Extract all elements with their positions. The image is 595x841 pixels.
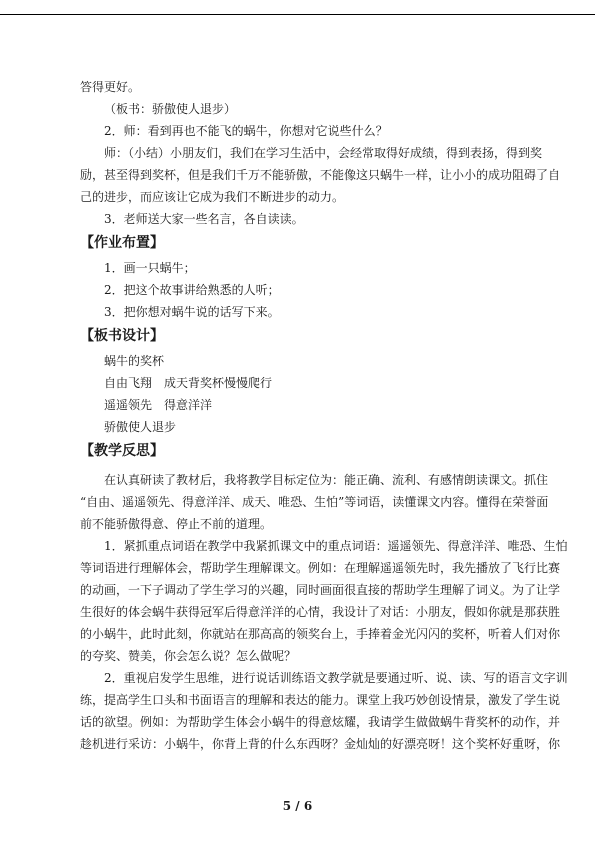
header-rule	[0, 14, 595, 15]
blackboard-note: （板书：骄傲使人退步）	[104, 102, 237, 116]
paragraph-line: 己的进步，而应该让它成为我们不断进步的动力。	[80, 190, 345, 204]
paragraph-line: 2．师：看到再也不能飞的蜗牛，你想对它说些什么？	[104, 124, 388, 138]
reflection-line: 的动画，一下子调动了学生学习的兴趣，同时画面很直接的帮助学生理解了词义。为了让学	[80, 583, 561, 597]
paragraph-line: 3．老师送大家一些名言，各自读读。	[104, 212, 304, 226]
section-heading-board: 【板书设计】	[80, 328, 164, 344]
reflection-line: 2．重视启发学生思维，进行说话训练语文教学就是要通过听、说、读、写的语言文字训	[104, 671, 568, 685]
homework-item: 3．把你想对蜗牛说的话写下来。	[104, 305, 280, 319]
board-item: 自由飞翔 成天背奖杯慢慢爬行	[104, 376, 273, 390]
reflection-line: 练，提高学生口头和书面语言的理解和表达的能力。课堂上我巧妙创设情景，激发了学生说	[80, 693, 561, 707]
paragraph-line: 答得更好。	[80, 80, 141, 94]
paragraph-line: 励，甚至得到奖杯，但是我们千万不能骄傲，不能像这只蜗牛一样，让小小的成功阻碍了自	[80, 168, 561, 182]
page-number: 5 / 6	[282, 799, 313, 813]
paragraph-line: 师：（小结）小朋友们，我们在学习生活中，会经常取得好成绩，得到表扬，得到奖	[104, 146, 543, 160]
reflection-line: 前不能骄傲得意、停止不前的道理。	[80, 517, 273, 531]
reflection-line: 生很好的体会蜗牛获得冠军后得意洋洋的心情，我设计了对话：小朋友，假如你就是那获胜	[80, 605, 561, 619]
reflection-line: 趁机进行采访：小蜗牛，你背上背的什么东西呀？金灿灿的好漂亮呀！这个奖杯好重呀，你	[80, 737, 561, 751]
reflection-line: 的夸奖、赞美，你会怎么说？怎么做呢？	[80, 649, 297, 663]
homework-item: 2．把这个故事讲给熟悉的人听；	[104, 283, 280, 297]
section-heading-homework: 【作业布置】	[80, 235, 164, 251]
document-body	[80, 76, 568, 755]
homework-item: 1．画一只蜗牛；	[104, 261, 196, 275]
reflection-line: 1．紧抓重点词语在教学中我紧抓课文中的重点词语：遥遥领先、得意洋洋、唯恐、生怕	[104, 539, 568, 553]
board-item: 遥遥领先 得意洋洋	[104, 398, 213, 412]
reflection-line: 在认真研读了教材后，我将教学目标定位为：能正确、流利、有感情朗读课文。抓住	[104, 473, 549, 487]
reflection-line: 话的欲望。例如：为帮助学生体会小蜗牛的得意炫耀，我请学生做做蜗牛背奖杯的动作，并	[80, 715, 561, 729]
board-item: 骄傲使人退步	[104, 420, 177, 434]
reflection-line: 等词语进行理解体会，帮助学生理解课文。例如：在理解遥遥领先时，我先播放了飞行比赛	[80, 561, 561, 575]
reflection-line: 的小蜗牛，此时此刻，你就站在那高高的领奖台上，手捧着金光闪闪的奖杯，听着人们对你	[80, 627, 561, 641]
section-heading-reflection: 【教学反思】	[80, 443, 164, 459]
reflection-line: “自由、遥遥领先、得意洋洋、成天、唯恐、生怕”等词语，读懂课文内容。懂得在荣誉面	[80, 495, 549, 509]
board-item: 蜗牛的奖杯	[104, 354, 165, 368]
